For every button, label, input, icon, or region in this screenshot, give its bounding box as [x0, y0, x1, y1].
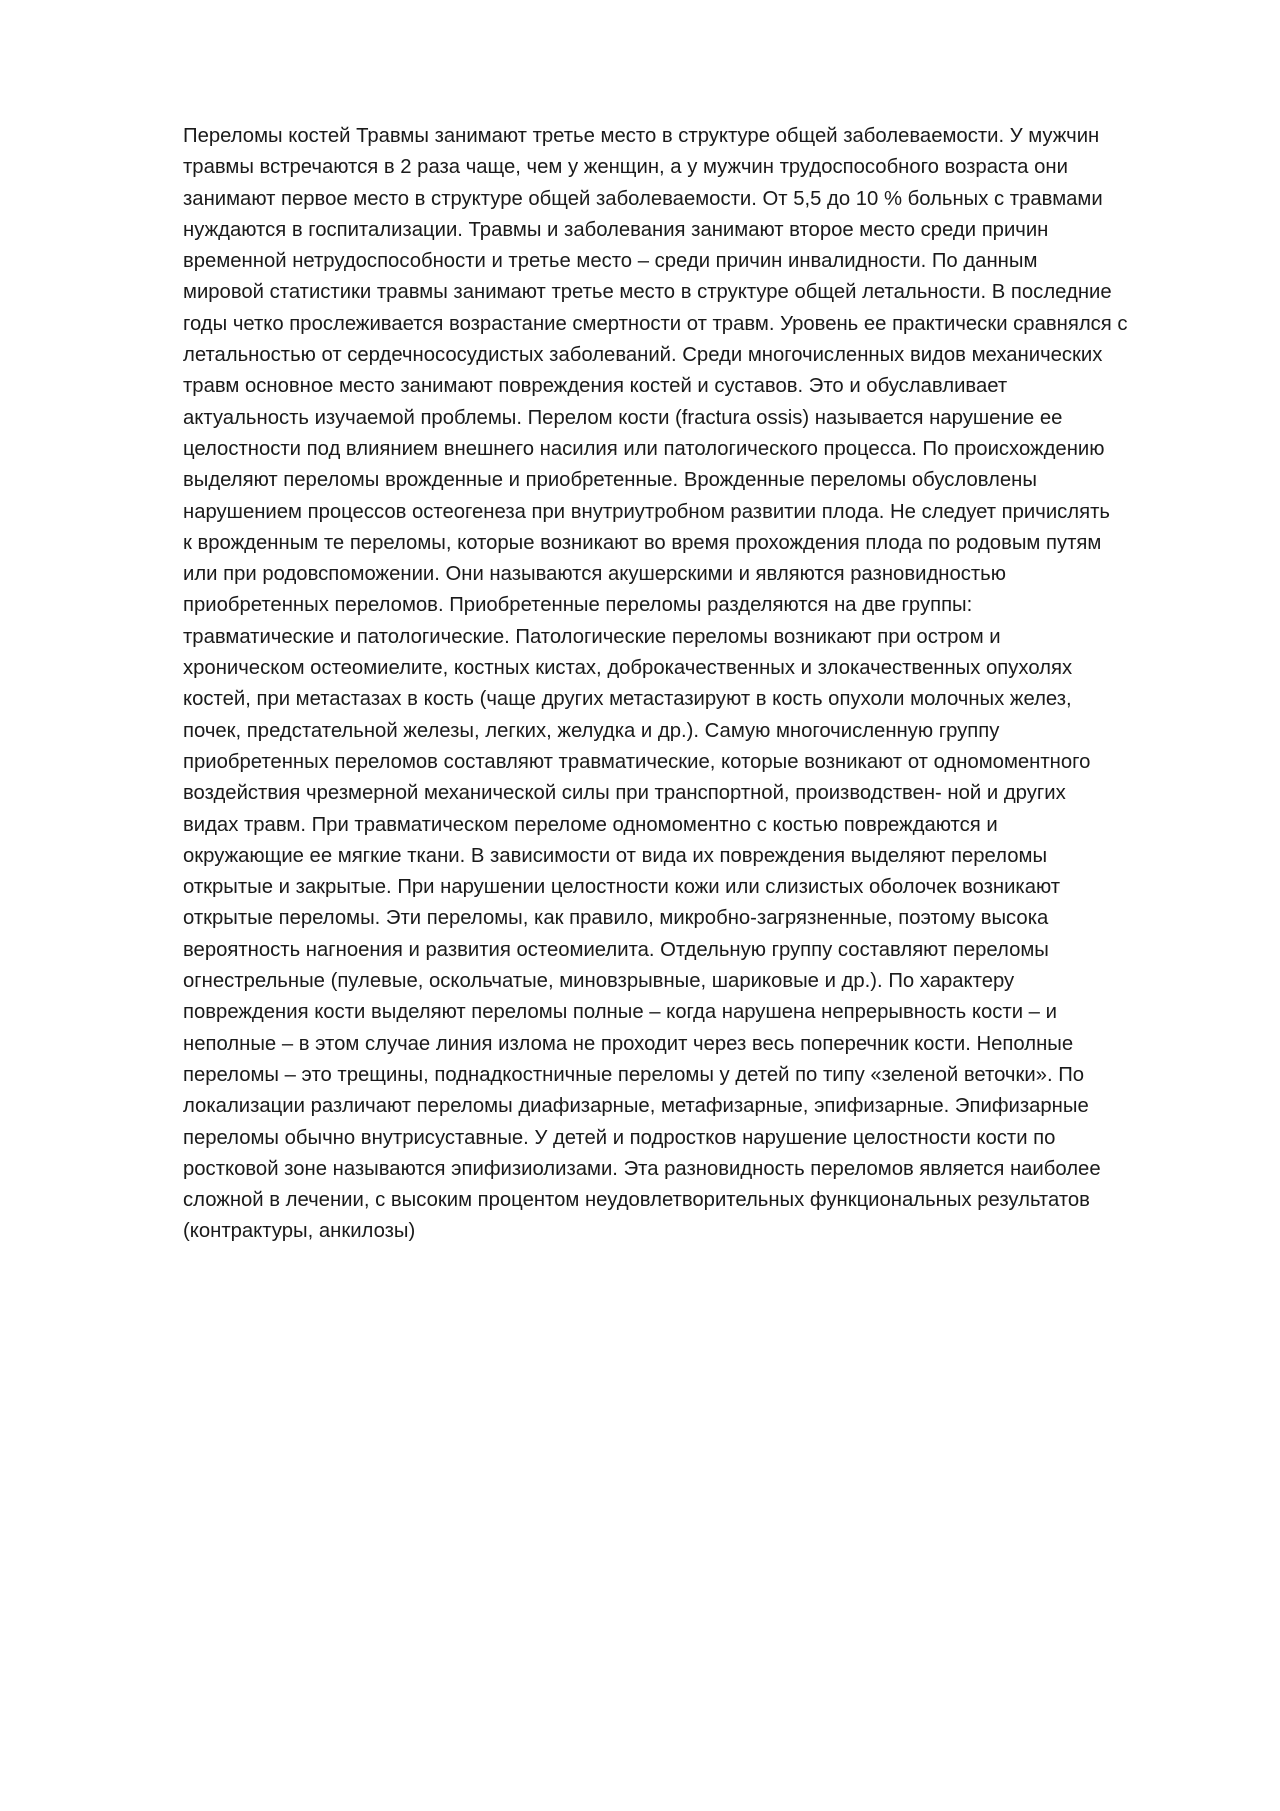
- text-line: хроническом остеомиелите, костных кистах, доброкачественных и злокачественных опухолях: [183, 657, 1073, 680]
- text-line: окружающие ее мягкие ткани. В зависимости от вида их повреждения выделяют переломы: [183, 844, 1048, 867]
- text-line: актуальность изучаемой проблемы. Перелом кости (fractura ossis) называется нарушение ее: [183, 406, 1063, 429]
- text-line: открытые и закрытые. При нарушении целостности кожи или слизистых оболочек возникают: [183, 876, 1061, 899]
- text-line: ростковой зоне называются эпифизиолизами. Эта разновидность переломов является наиболее: [183, 1157, 1101, 1180]
- text-line: повреждения кости выделяют переломы полные – когда нарушена непрерывность кости – и: [183, 1001, 1057, 1024]
- text-line: приобретенных переломов составляют травматические, которые возникают от одномоментного: [183, 750, 1091, 773]
- text-line: переломы обычно внутрисуставные. У детей и подростков нарушение целостности кости по: [183, 1126, 1056, 1149]
- text-line: годы четко прослеживается возрастание смертности от травм. Уровень ее практически сравнялся с: [183, 312, 1128, 335]
- text-line: травм основное место занимают повреждения костей и суставов. Это и обуславливает: [183, 375, 1008, 398]
- text-line: почек, предстательной железы, легких, желудка и др.). Самую многочисленную группу: [183, 719, 1000, 742]
- text-line: сложной в лечении, с высоким процентом неудовлетворительных функциональных результатов: [183, 1189, 1090, 1212]
- text-line: костей, при метастазах в кость (чаще других метастазируют в кость опухоли молочных желез,: [183, 688, 1072, 711]
- text-line: открытые переломы. Эти переломы, как правило, микробно-загрязненные, поэтому высока: [183, 907, 1049, 930]
- text-line: переломы – это трещины, поднадкостничные переломы у детей по типу «зеленой веточки». По: [183, 1063, 1085, 1086]
- text-line: целостности под влиянием внешнего насилия или патологического процесса. По происхождению: [183, 437, 1105, 460]
- text-line: локализации различают переломы диафизарные, метафизарные, эпифизарные. Эпифизарные: [183, 1095, 1089, 1118]
- text-line: мировой статистики травмы занимают третье место в структуре общей летальности. В последние: [183, 281, 1112, 304]
- text-line: или при родовспоможении. Они называются акушерскими и являются разновидностью: [183, 563, 1006, 586]
- text-line: травмы встречаются в 2 раза чаще, чем у женщин, а у мужчин трудоспособного возраста они: [183, 156, 1068, 179]
- text-line: нуждаются в госпитализации. Травмы и заболевания занимают второе место среди причин: [183, 218, 1049, 241]
- body-text: [183, 121, 1195, 1248]
- text-line: (контрактуры, анкилозы): [183, 1220, 416, 1243]
- text-line: выделяют переломы врожденные и приобретенные. Врожденные переломы обусловлены: [183, 469, 1037, 492]
- text-line: нарушением процессов остеогенеза при внутриутробном развитии плода. Не следует причислять: [183, 500, 1110, 523]
- text-line: воздействия чрезмерной механической силы при транспортной, производствен- ной и других: [183, 782, 1066, 805]
- text-line: летальностью от сердечнососудистых заболеваний. Среди многочисленных видов механических: [183, 344, 1103, 367]
- text-line: Переломы костей Травмы занимают третье место в структуре общей заболеваемости. У мужчин: [183, 125, 1100, 147]
- text-line: временной нетрудоспособности и третье место – среди причин инвалидности. По данным: [183, 250, 1038, 273]
- text-line: к врожденным те переломы, которые возникают во время прохождения плода по родовым путям: [183, 531, 1102, 554]
- text-line: видах травм. При травматическом переломе одномоментно с костью повреждаются и: [183, 813, 998, 836]
- text-line: травматические и патологические. Патологические переломы возникают при остром и: [183, 625, 1001, 648]
- text-line: занимают первое место в структуре общей заболеваемости. От 5,5 до 10 % больных с травмами: [183, 187, 1103, 210]
- text-line: вероятность нагноения и развития остеомиелита. Отдельную группу составляют переломы: [183, 938, 1049, 961]
- text-line: приобретенных переломов. Приобретенные переломы разделяются на две группы:: [183, 594, 973, 617]
- text-line: огнестрельные (пулевые, оскольчатые, миновзрывные, шариковые и др.). По характеру: [183, 970, 1015, 993]
- text-line: неполные – в этом случае линия излома не проходит через весь поперечник кости. Неполные: [183, 1032, 1074, 1055]
